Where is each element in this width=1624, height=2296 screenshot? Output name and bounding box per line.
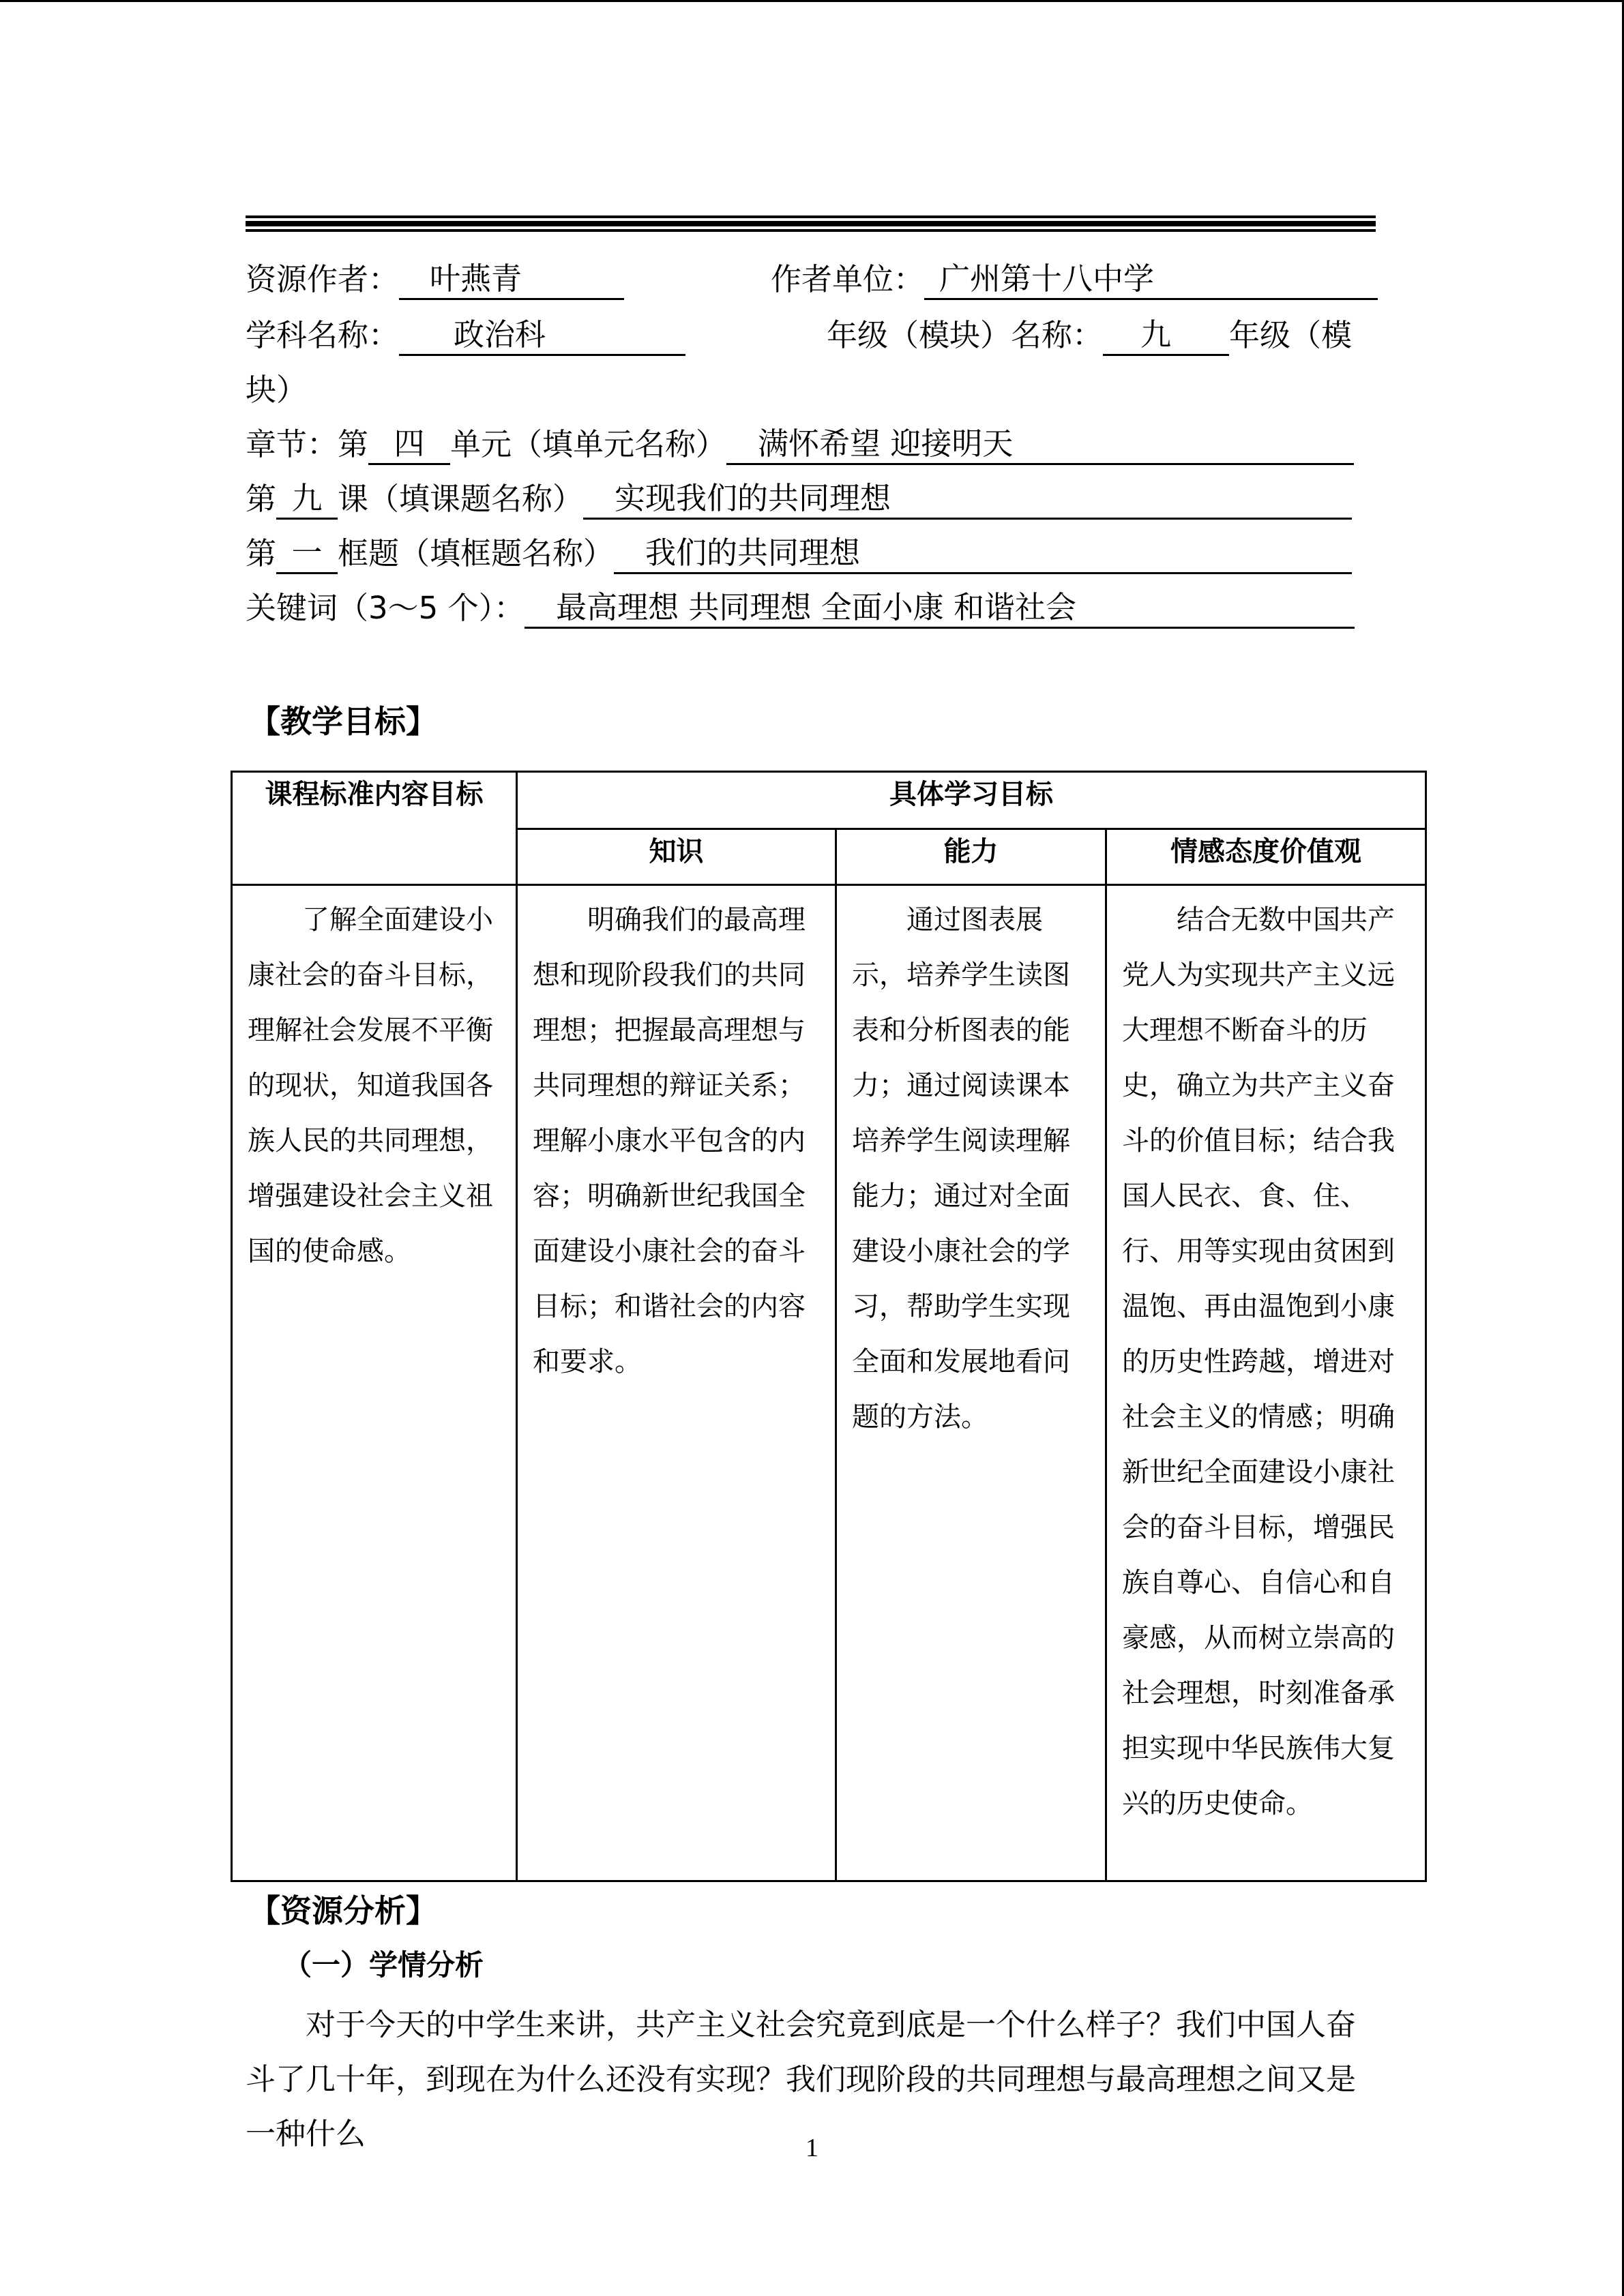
subject-field: 政治科 bbox=[399, 316, 685, 356]
grade-suffix: 年级（模 bbox=[1229, 317, 1353, 353]
unit-field: 广州第十八中学 bbox=[924, 260, 1378, 300]
col-emotion-header: 情感态度价值观 bbox=[1106, 829, 1426, 885]
objectives-heading: 【教学目标】 bbox=[249, 703, 437, 740]
chapter-prefix: 章节：第 bbox=[246, 426, 369, 462]
page-top-border bbox=[0, 0, 1624, 2]
subject-label: 学科名称： bbox=[246, 317, 400, 353]
lesson-number: 九 bbox=[276, 479, 338, 520]
subject-row bbox=[246, 315, 685, 356]
col-knowledge-header: 知识 bbox=[517, 829, 836, 885]
author-row bbox=[246, 259, 624, 300]
lesson-prefix: 第 bbox=[246, 481, 277, 517]
analysis-paragraph: 对于今天的中学生来讲，共产主义社会究竟到底是一个什么样子？我们中国人奋斗了几十年，到现在为什么还没有实现？我们现阶段的共同理想与最高理想之间又是一种什么 bbox=[246, 2008, 1356, 2151]
author-field: 叶燕青 bbox=[399, 260, 624, 300]
emotion-text: 结合无数中国共产党人为实现共产主义远大理想不断奋斗的历史，确立为共产主义奋斗的价值目标；结合我国人民衣、食、住、行、用等实现由贫困到温饱、再由温饱到小康的历史性跨越，增进对社会主义的情感；明确新世纪全面建设小康社会的奋斗目标，增强民族自尊心、自信心和自豪感，从而树立崇高的社会理想，时刻准备承担实现中华民族伟大复兴的历史使命。 bbox=[1122, 904, 1395, 1819]
grade-field: 九 bbox=[1103, 316, 1229, 356]
chapter-name-field: 满怀希望 迎接明天 bbox=[726, 425, 1354, 465]
ability-cell bbox=[836, 885, 1106, 1881]
lesson-middle: 课（填课题名称） bbox=[338, 481, 584, 517]
frame-row bbox=[246, 533, 1352, 574]
author-label: 资源作者： bbox=[246, 261, 400, 297]
ability-text: 通过图表展示，培养学生读图表和分析图表的能力；通过阅读课本培养学生阅读理解能力；通过对全面建设小康社会的学习，帮助学生实现全面和发展地看问题的方法。 bbox=[852, 904, 1070, 1433]
keywords-row bbox=[246, 588, 1355, 629]
chapter-middle: 单元（填单元名称） bbox=[450, 426, 727, 462]
frame-name-field: 我们的共同理想 bbox=[614, 534, 1352, 574]
page-number: 1 bbox=[806, 2134, 818, 2162]
knowledge-text: 明确我们的最高理想和现阶段我们的共同理想；把握最高理想与共同理想的辩证关系；理解小康水平包含的内容；明确新世纪我国全面建设小康社会的奋斗目标；和谐社会的内容和要求。 bbox=[533, 904, 806, 1377]
grade-row bbox=[827, 315, 1352, 356]
chapter-number: 四 bbox=[368, 425, 450, 465]
analysis-subheading: （一）学情分析 bbox=[283, 1948, 484, 1982]
header-rule-thin bbox=[246, 215, 1376, 218]
grade-suffix-wrap: 块） bbox=[246, 372, 308, 408]
grade-label: 年级（模块）名称： bbox=[827, 317, 1104, 353]
knowledge-cell bbox=[517, 885, 836, 1881]
emotion-cell bbox=[1106, 885, 1426, 1881]
standard-text: 了解全面建设小康社会的奋斗目标，理解社会发展不平衡的现状，知道我国各族人民的共同理想，增强建设社会主义祖国的使命感。 bbox=[248, 904, 493, 1267]
unit-label: 作者单位： bbox=[771, 261, 925, 297]
unit-row bbox=[771, 259, 1378, 300]
header-rule-thick bbox=[246, 221, 1376, 226]
col-standard-header: 课程标准内容目标 bbox=[232, 772, 517, 885]
lesson-row bbox=[246, 479, 1352, 520]
chapter-row bbox=[246, 424, 1354, 465]
objectives-table bbox=[231, 771, 1427, 1882]
header-rule-thin-2 bbox=[246, 229, 1376, 232]
col-ability-header: 能力 bbox=[836, 829, 1106, 885]
keywords-label: 关键词（3～5 个）： bbox=[246, 590, 525, 626]
frame-number: 一 bbox=[276, 534, 338, 574]
frame-middle: 框题（填框题名称） bbox=[338, 535, 615, 571]
analysis-heading: 【资源分析】 bbox=[249, 1892, 437, 1929]
lesson-name-field: 实现我们的共同理想 bbox=[583, 479, 1352, 520]
grade-suffix-wrap-row bbox=[246, 370, 307, 411]
frame-prefix: 第 bbox=[246, 535, 277, 571]
keywords-field: 最高理想 共同理想 全面小康 和谐社会 bbox=[525, 588, 1355, 629]
col-specific-header: 具体学习目标 bbox=[517, 772, 1426, 829]
standard-cell bbox=[232, 885, 517, 1881]
